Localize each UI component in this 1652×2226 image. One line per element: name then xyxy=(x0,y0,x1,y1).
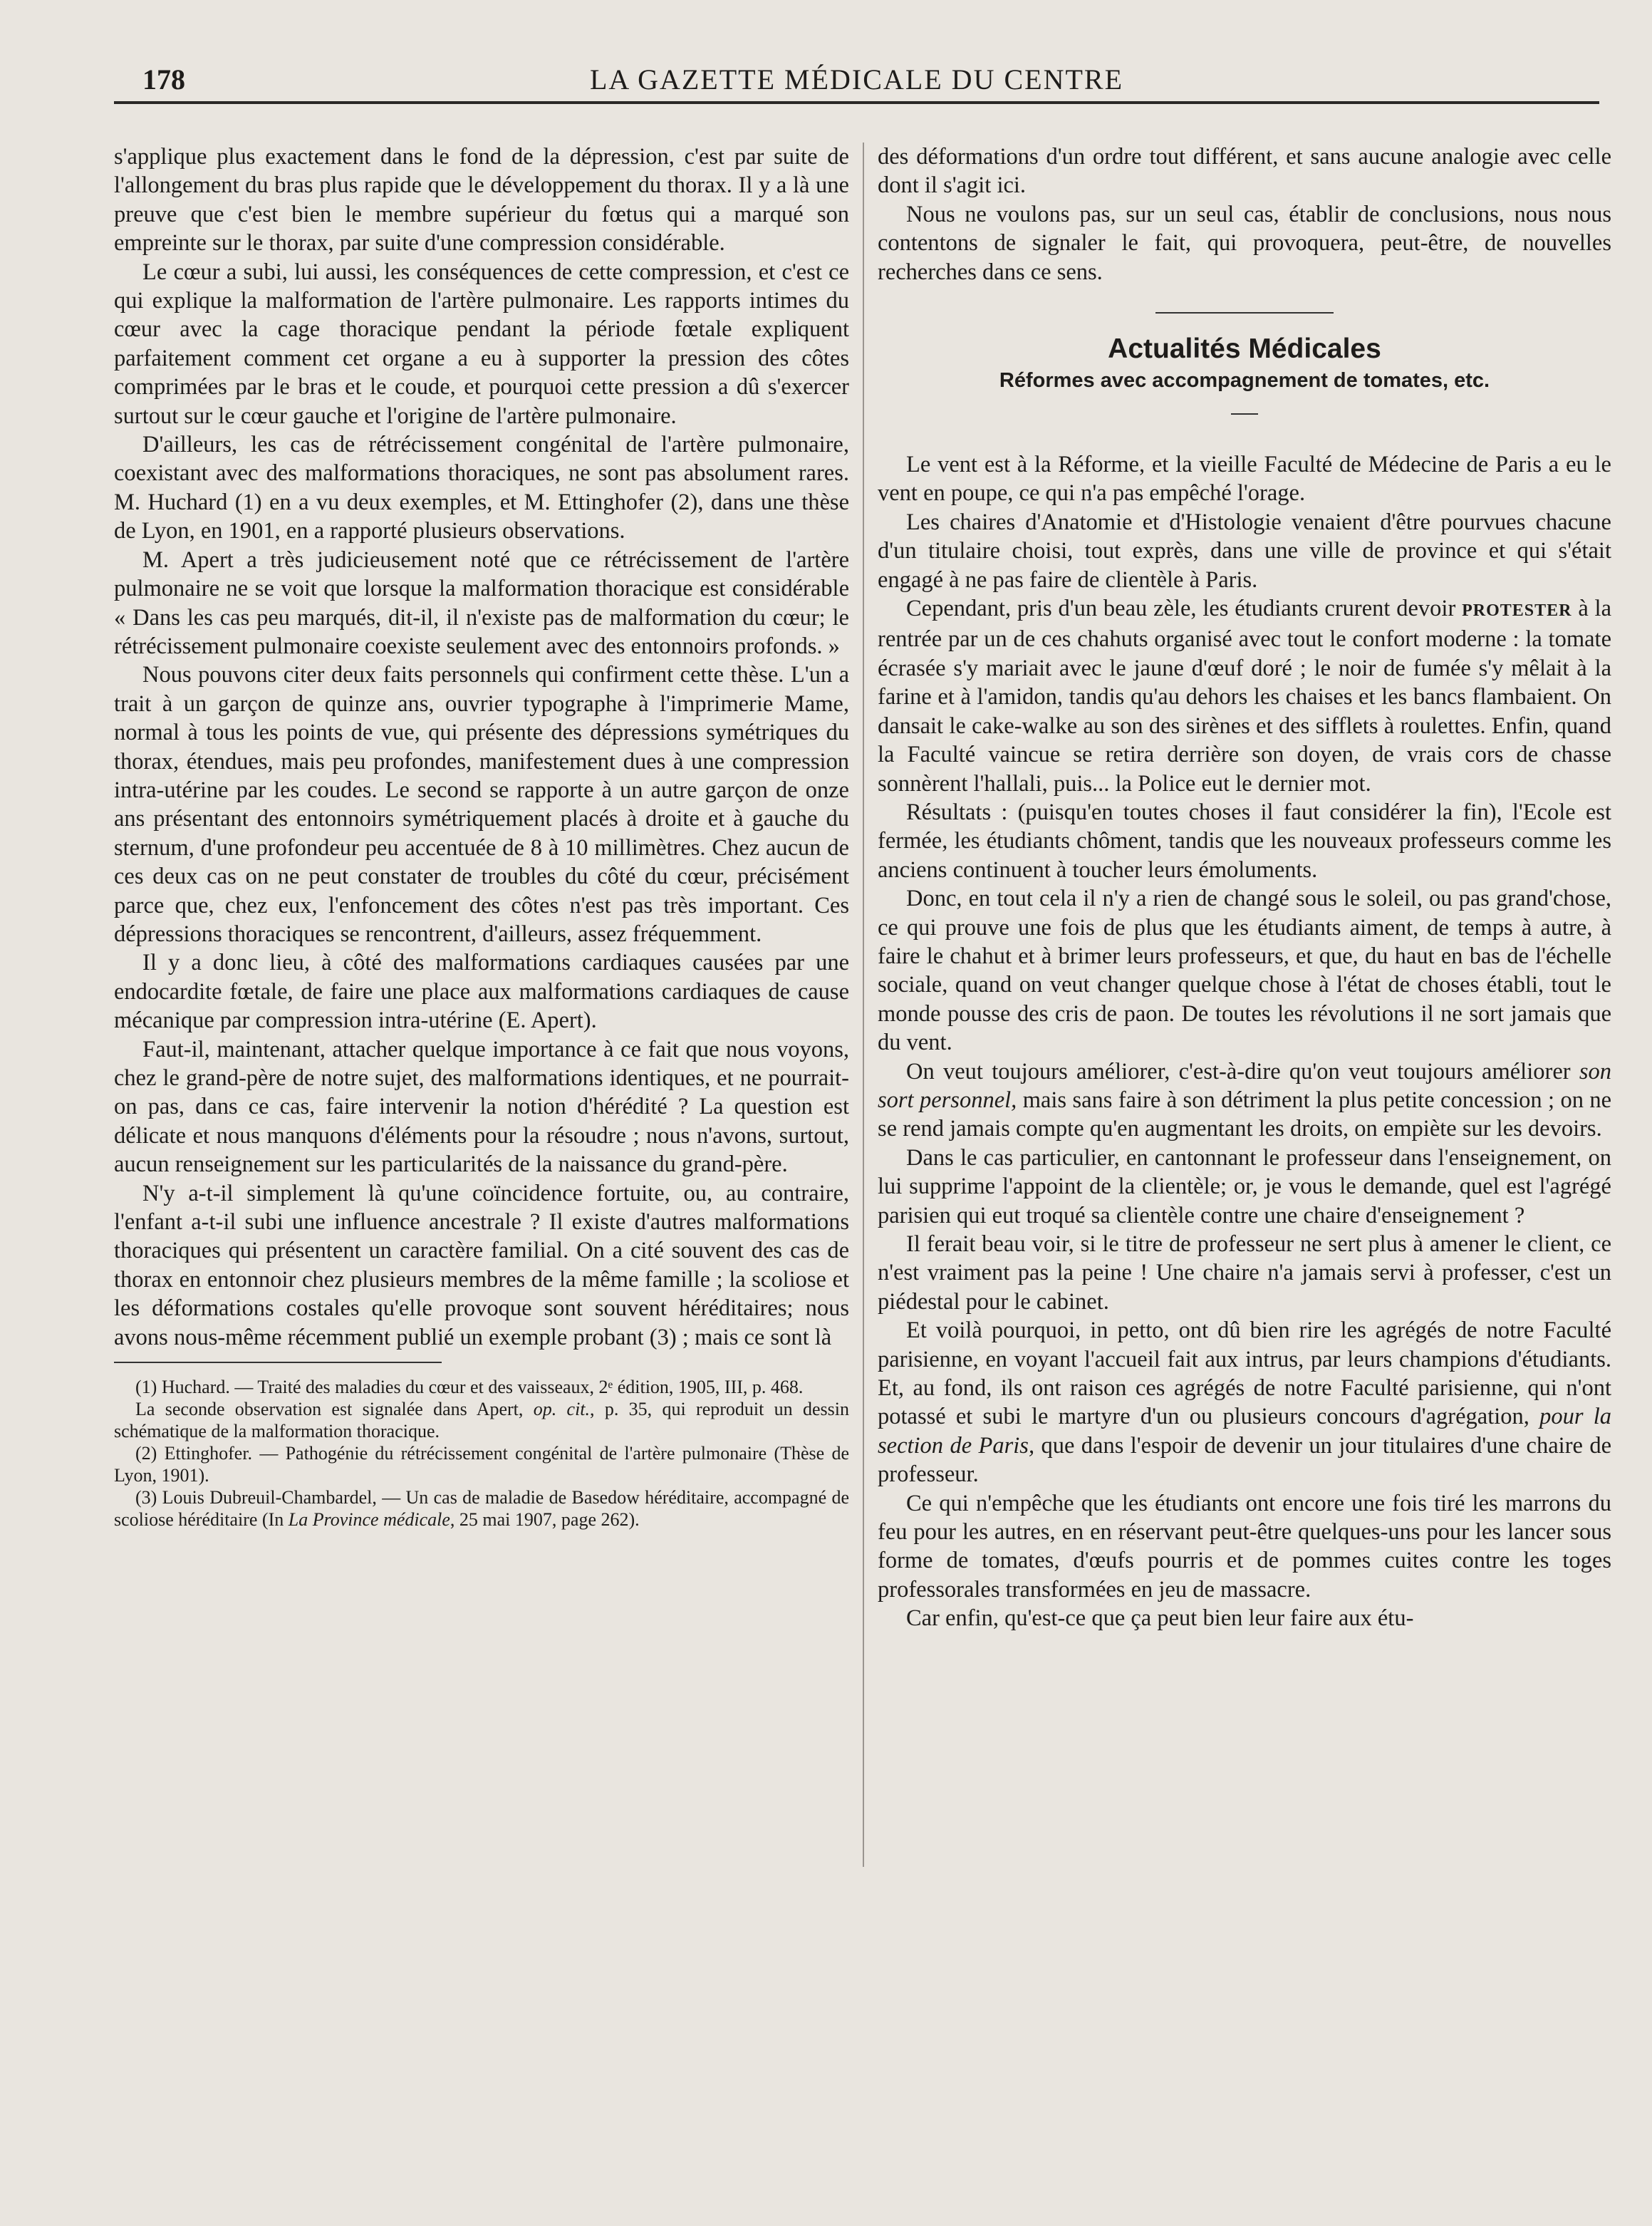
footnotes xyxy=(114,1376,849,1531)
paragraph: Le cœur a subi, lui aussi, les conséquences de cette compression, et c'est ce qui explique la malformation de l'artère pulmonaire. Les rapports intimes du cœur avec la cage thoracique pendant la période fœtale expliquent parfaitement comment cet organe a eu à supporter la pression des côtes comprimées par le bras et le coude, et pourquoi cette pression a dû s'exercer surtout sur le cœur gauche et l'origine de l'artère pulmonaire. xyxy=(114,259,849,429)
paragraph: N'y a-t-il simplement là qu'une coïncidence fortuite, ou, au contraire, l'enfant a-t-il subi une influence ancestrale ? Il existe d'autres malformations thoraciques qui présentent un caractère familial. On a cité souvent des cas de thorax en entonnoir chez plusieurs membres de la même famille ; la scoliose et les déformations costales qu'elle provoque sont souvent héréditaires; nous avons nous-même récemment publié un exemple probant (3) ; mais ce sont là xyxy=(114,1180,849,1350)
column-divider xyxy=(863,143,864,1867)
section-subtitle: Réformes avec accompagnement de tomates, etc. xyxy=(999,369,1490,393)
paragraph: Car enfin, qu'est-ce que ça peut bien leur faire aux étu- xyxy=(906,1605,1414,1632)
paragraph: Le vent est à la Réforme, et la vieille Faculté de Médecine de Paris a eu le vent en poupe, ce qui n'a pas empêché l'orage. xyxy=(878,452,1611,507)
left-column xyxy=(114,143,849,1531)
section-dash xyxy=(1231,413,1258,415)
paragraph: Et voilà pourquoi, in petto, ont dû bien rire les agrégés de notre Faculté parisienne, en voyant l'accueil fait aux intrus, par leurs champions d'étudiants. Et, au fond, ils ont raison ces agrégés de notre Faculté parisienne, qui n'ont potassé et subi le martyre d'un ou plusieurs concours d'agrégation, pour la section de Paris, que dans l'espoir de devenir un jour titulaires d'une chaire de professeur. xyxy=(878,1318,1612,1488)
page-header xyxy=(114,58,1599,104)
paragraph: Ce qui n'empêche que les étudiants ont encore une fois tiré les marrons du feu pour les autres, en en réservant peut-être quelques-uns pour les lancer sous forme de tomates, d'œufs pourris et de pommes cuites contre les toges professorales transformées en jeu de massacre. xyxy=(878,1490,1611,1603)
footnote-separator xyxy=(114,1362,442,1363)
paragraph: Dans le cas particulier, en cantonnant le professeur dans l'enseignement, on lui supprime l'appoint de la clientèle; or, je vous le demande, quel est l'agrégé parisien qui eut troqué sa clientèle contre une chaire d'enseignement ? xyxy=(878,1144,1611,1228)
footnote-2: (2) Ettinghofer. — Pathogénie du rétrécissement congénital de l'artère pulmonaire (Thèse de Lyon, 1901). xyxy=(114,1443,849,1486)
paragraph: Nous ne voulons pas, sur un seul cas, établir de conclusions, nous nous contentons de signaler le fait, qui provoquera, peut-être, de nouvelles recherches dans ce sens. xyxy=(878,201,1611,285)
paragraph: s'applique plus exactement dans le fond de la dépression, c'est par suite de l'allongement du bras plus rapide que le développement du thorax. Il y a là une preuve que c'est bien le membre supérieur du fœtus qui a marqué son empreinte sur le thorax, par suite d'une compression considérable. xyxy=(114,144,849,257)
paragraph: D'ailleurs, les cas de rétrécissement congénital de l'artère pulmonaire, coexistant avec des malformations thoraciques, ne sont pas absolument rares. M. Huchard (1) en a vu deux exemples, et M. Ettinghofer (2), dans une thèse de Lyon, en 1901, en a rapporté plusieurs observations. xyxy=(114,432,849,544)
paragraph: Il y a donc lieu, à côté des malformations cardiaques causées par une endocardite fœtale, de faire une place aux malformations cardiaques de cause mécanique par compression intra-utérine (E. Apert). xyxy=(114,950,849,1034)
section-separator xyxy=(1155,312,1334,314)
paragraph: Nous pouvons citer deux faits personnels qui confirment cette thèse. L'un a trait à un garçon de quinze ans, ouvrier typographe à l'imprimerie Mame, normal à tous les points de vue, qui présente des dépressions symétriques du thorax, étendues, mais peu profondes, manifestement dues à une compression intra-utérine par les coudes. Le second se rapporte à un autre garçon de onze ans présentant des entonnoirs symétriquement placés à droite et à gauche du sternum, d'une profondeur peu accentuée de 8 à 10 millimètres. Chez aucun de ces deux cas on ne peut constater de troubles du côté du cœur, précisément parce que, chez eux, l'enfoncement des côtes n'est pas très important. Ces dépressions thoraciques se rencontrent, d'ailleurs, assez fréquemment. xyxy=(114,662,849,947)
paragraph: Cependant, pris d'un beau zèle, les étudiants crurent devoir PROTESTER à la rentrée par un de ces chahuts organisé avec tout le confort moderne : la tomate écrasée s'y mariait avec le jaune d'œuf doré ; le noir de fumée s'y mêlait à la farine et à l'amidon, tandis qu'au dehors les chaises et les bancs flambaient. On dansait le cake-walke au son des sirènes et des sifflets à roulettes. Enfin, quand la Faculté vaincue se retira derrière son doyen, de vrais cors de chasse sonnèrent l'hallali, puis... la Police eut le dernier mot. xyxy=(878,596,1612,797)
paragraph: Il ferait beau voir, si le titre de professeur ne sert plus à amener le client, ce n'est vraiment pas la peine ! Une chaire n'a jamais servi à professer, c'est un piédestal pour le cabinet. xyxy=(878,1231,1611,1315)
footnote-1: (1) Huchard. — Traité des maladies du cœur et des vaisseaux, 2ᵉ édition, 1905, III, p. 468. xyxy=(135,1377,804,1398)
right-column xyxy=(878,143,1611,1633)
footnote-3: (3) Louis Dubreuil-Chambardel, — Un cas de maladie de Basedow héréditaire, accompagné de scoliose héréditaire (In La Province médicale, 25 mai 1907, page 262). xyxy=(114,1487,849,1531)
footnote-1-extra: La seconde observation est signalée dans Apert, op. cit., p. 35, qui reproduit un dessin schématique de la malformation thoracique. xyxy=(114,1399,849,1442)
paragraph: M. Apert a très judicieusement noté que ce rétrécissement de l'artère pulmonaire ne se voit que lorsque la malformation thoracique est considérable « Dans les cas peu marqués, dit-il, il n'existe pas de malformation du cœur; le rétrécissement pulmonaire coexiste seulement avec des entonnoirs profonds. » xyxy=(114,547,849,659)
paragraph: des déformations d'un ordre tout différent, et sans aucune analogie avec celle dont il s'agit ici. xyxy=(878,144,1611,199)
paragraph: Résultats : (puisqu'en toutes choses il faut considérer la fin), l'Ecole est fermée, les étudiants chôment, tandis que les nouveaux professeurs comme les anciens continuent à toucher leurs émoluments. xyxy=(878,799,1611,883)
paragraph: Les chaires d'Anatomie et d'Histologie venaient d'être pourvues chacune d'un titulaire choisi, tout exprès, dans une ville de province et qui s'était engagé à ne pas faire de clientèle à Paris. xyxy=(878,509,1611,593)
paragraph: Faut-il, maintenant, attacher quelque importance à ce fait que nous voyons, chez le grand-père de notre sujet, des malformations identiques, et ne pourrait-on pas, dans ce cas, faire intervenir la notion d'hérédité ? La question est délicate et nous manquons d'éléments pour la résoudre ; nous n'avons, surtout, aucun renseignement sur les particularités de la naissance du grand-père. xyxy=(114,1036,849,1178)
paragraph: On veut toujours améliorer, c'est-à-dire qu'on veut toujours améliorer son sort personnel, mais sans faire à son détriment la plus petite concession ; on ne se rend jamais compte qu'en augmentant les droits, on empiète sur les devoirs. xyxy=(878,1058,1612,1142)
paragraph: Donc, en tout cela il n'y a rien de changé sous le soleil, ou pas grand'chose, ce qui prouve une fois de plus que les étudiants aiment, de temps à autre, à faire le chahut et à brimer leurs professeurs, et que, du haut en bas de l'échelle sociale, quand on veut changer quelque chose à l'état de choses établi, tout le monde pousse des cris de paon. De toutes les révolutions il ne sort jamais que du vent. xyxy=(878,886,1611,1056)
page-number: 178 xyxy=(142,63,185,95)
section-title: Actualités Médicales xyxy=(1108,333,1381,365)
journal-title: LA GAZETTE MÉDICALE DU CENTRE xyxy=(589,63,1123,95)
